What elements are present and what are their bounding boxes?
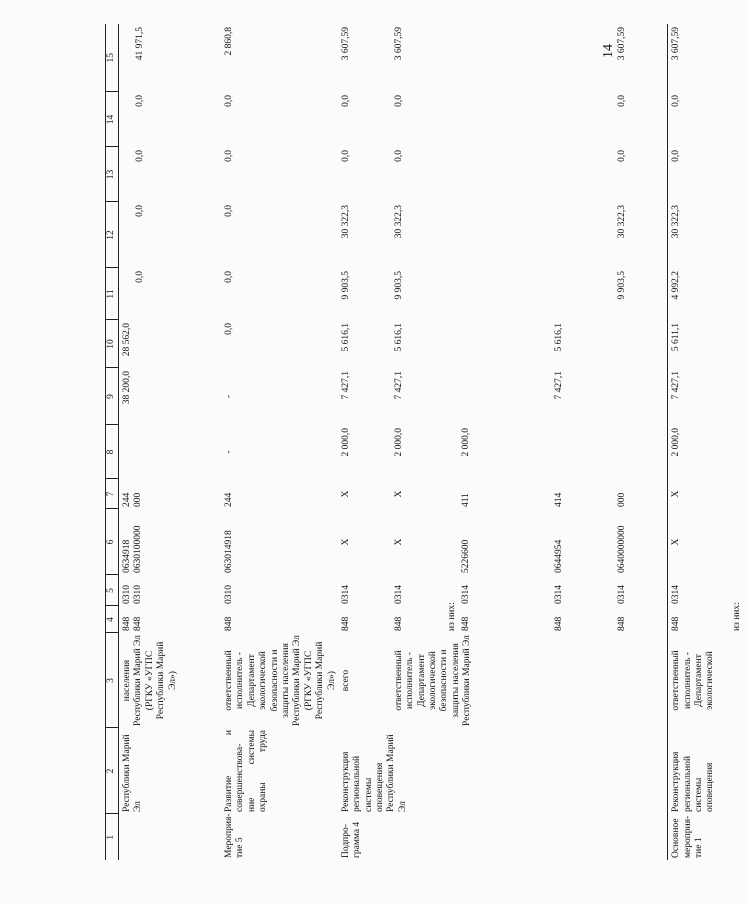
cell-event: Основное мероприя-тие 1 <box>671 815 705 858</box>
cell-vr: 244 <box>224 492 234 507</box>
cell-value: 30 322,3 <box>393 205 404 239</box>
cell-value <box>614 368 668 425</box>
cell-value: 0,0 <box>617 150 628 162</box>
cell-value: 0,0 <box>393 150 404 162</box>
cell-value: - <box>224 450 234 454</box>
cell-csr: 0634918 0630100000 <box>122 525 144 573</box>
cell-event <box>444 814 458 860</box>
cell-value: 0,0 <box>340 150 351 162</box>
cell-executor <box>614 633 668 728</box>
cell-name <box>551 728 614 814</box>
cell-name <box>614 728 668 814</box>
cell-name: Реконструкция региональной системы оповещения <box>671 751 716 812</box>
cell-value: 3 607,59 <box>393 27 404 61</box>
cell-value: 5 611,1 <box>671 323 682 352</box>
header-cell: 7 <box>106 479 119 509</box>
cell-event <box>119 814 222 860</box>
cell-executor: ответственный исполнитель - Департамент экологической безопасности и защиты населения Республики Марий Эл <box>393 635 473 726</box>
cell-value <box>614 425 668 479</box>
cell-value: 5 616,1 <box>340 323 351 352</box>
cell-value: 4 992,2 <box>671 271 682 300</box>
cell-value: 28 562,0 <box>122 323 132 357</box>
cell-rzpr: 0310 <box>224 585 234 604</box>
rotated-table-container <box>105 27 743 860</box>
cell-vr: 244 000 <box>122 492 144 507</box>
cell-value: - <box>224 394 234 399</box>
cell-value: 0,0 <box>224 205 234 217</box>
cell-value: 30 322,3 <box>671 205 682 239</box>
cell-value: 5 616,1 <box>393 323 404 352</box>
cell-rzpr: 0314 <box>461 585 472 604</box>
header-cell: 6 <box>106 509 119 575</box>
cell-executor: ответственный исполнитель - Департамент экологической безопасности и защиты населения Республики Марий Эл (РГКУ «УГПС Республики Марий Эл») <box>224 635 337 726</box>
cell-empty <box>444 24 458 575</box>
table-row <box>551 24 614 860</box>
cell-value: 0,0 <box>617 95 628 107</box>
cell-value: 9 903,5 <box>617 271 628 300</box>
cell-value: 30 322,3 <box>340 205 351 239</box>
cell-executor: всего <box>340 669 351 692</box>
header-cell: 13 <box>106 147 119 202</box>
cell-value: 0,0 <box>224 271 234 283</box>
cell-empty <box>551 24 614 320</box>
cell-csr: X <box>340 538 351 546</box>
cell-rzpr: 0314 <box>393 585 404 604</box>
budget-table <box>105 24 749 860</box>
header-cell: 12 <box>106 202 119 268</box>
cell-value: 9 903,5 <box>340 271 351 300</box>
header-cell: 4 <box>106 606 119 633</box>
cell-value: 2 000,0 <box>393 428 404 457</box>
cell-event <box>551 814 614 860</box>
cell-value: 3 607,59 <box>671 27 682 61</box>
cell-csr: X <box>393 538 404 546</box>
cell-event <box>614 814 668 860</box>
cell-name: Республики Марий Эл <box>122 734 144 812</box>
cell-value: 2 000,0 <box>340 428 351 457</box>
cell-value: 0,0 <box>671 150 682 162</box>
header-cell: 15 <box>106 24 119 92</box>
cell-csr: 0640000000 <box>617 525 628 573</box>
cell-event <box>391 814 444 860</box>
cell-value: 7 427,1 <box>554 371 565 400</box>
header-cell: 9 <box>106 368 119 425</box>
cell-name: Реконструкция региональной системы оповещения Республики Марий Эл <box>340 734 408 812</box>
cell-value: 38 200,0 <box>122 371 132 405</box>
cell-grbs: 848 <box>671 616 682 631</box>
cell-rzpr: 0314 <box>617 585 628 604</box>
table-row <box>458 24 551 860</box>
cell-name <box>444 728 458 814</box>
cell-value: 7 427,1 <box>671 371 682 400</box>
cell-event: Мероприя-тие 5 <box>224 813 246 858</box>
cell-value <box>119 425 222 479</box>
cell-value: 2 000,0 <box>461 428 472 457</box>
cell-grbs: 848 848 <box>122 616 144 631</box>
cell-value: 0,0 <box>671 95 682 107</box>
cell-value: 0,0 <box>135 205 145 217</box>
table-row <box>614 24 668 860</box>
cell-value <box>458 368 551 425</box>
cell-executor: ответственный исполнитель - Департамент экологической <box>671 650 716 711</box>
cell-value: 0,0 <box>224 150 234 162</box>
cell-vr: X <box>393 490 404 498</box>
cell-empty <box>458 24 551 368</box>
sub-label: из них: <box>732 602 743 631</box>
cell-value: 0,0 <box>224 323 234 335</box>
cell-name <box>458 728 551 814</box>
cell-value: 7 427,1 <box>393 371 404 400</box>
cell-grbs: 848 <box>340 616 351 631</box>
cell-vr: X <box>340 490 351 498</box>
cell-grbs: 848 <box>461 616 472 631</box>
cell-value: 2 860,8 <box>224 27 234 56</box>
header-cell: 5 <box>106 575 119 606</box>
cell-grbs: 848 <box>224 616 234 631</box>
cell-value: 7 427,1 <box>340 371 351 400</box>
cell-csr: 0644954 <box>554 539 565 573</box>
cell-value: 0,0 <box>135 271 145 283</box>
header-cell: 11 <box>106 268 119 320</box>
cell-value: 30 322,3 <box>617 205 628 239</box>
cell-value: 41 971,5 <box>135 27 145 61</box>
header-cell: 1 <box>106 814 119 860</box>
cell-event <box>458 814 551 860</box>
header-cell: 8 <box>106 425 119 479</box>
header-row <box>106 24 119 860</box>
cell-rzpr: 0314 <box>340 585 351 604</box>
cell-event: Подпро-грамма 4 <box>340 821 363 858</box>
table-row <box>338 24 391 860</box>
table-row <box>668 24 730 860</box>
cell-executor: населения Республики Марий Эл (РГКУ «УГПС Республики Марий Эл») <box>122 635 178 726</box>
cell-value: 2 000,0 <box>671 428 682 457</box>
cell-vr: 414 <box>554 492 565 507</box>
cell-value: 5 616,1 <box>554 323 565 352</box>
cell-value: 0,0 <box>135 95 145 107</box>
cell-value: 0,0 <box>135 150 145 162</box>
cell-vr: X <box>671 490 682 498</box>
cell-value: 0,0 <box>224 95 234 107</box>
cell-rzpr: 0314 <box>671 585 682 604</box>
cell-rzpr: 0314 <box>554 585 565 604</box>
cell-value: 0,0 <box>393 95 404 107</box>
cell-value: 3 607,59 <box>617 27 628 61</box>
cell-vr: 000 <box>617 492 628 507</box>
header-cell: 14 <box>106 92 119 147</box>
cell-csr: 5226600 <box>461 539 472 573</box>
cell-grbs: 848 <box>554 616 565 631</box>
cell-vr: 411 <box>461 493 472 507</box>
cell-value <box>551 425 614 479</box>
table-row <box>221 24 338 860</box>
table-row <box>444 24 458 860</box>
cell-value: 0,0 <box>340 95 351 107</box>
cell-empty <box>729 24 749 575</box>
header-cell: 2 <box>106 728 119 814</box>
cell-csr: X <box>671 538 682 546</box>
sub-label: из них: <box>446 602 457 631</box>
cell-name: Развитие и совершенствова-ние системы охраны труда <box>224 730 269 812</box>
cell-value: 9 903,5 <box>393 271 404 300</box>
cell-csr: 063014918 <box>224 530 234 573</box>
table-row <box>119 24 222 860</box>
cell-rzpr: 0310 0310 <box>122 585 144 604</box>
cell-grbs: 848 <box>617 616 628 631</box>
cell-value: 3 607,59 <box>340 27 351 61</box>
header-cell: 10 <box>106 320 119 368</box>
page-number: 14 <box>601 44 616 58</box>
header-cell: 3 <box>106 633 119 728</box>
cell-value <box>614 320 668 368</box>
cell-grbs: 848 <box>393 616 404 631</box>
